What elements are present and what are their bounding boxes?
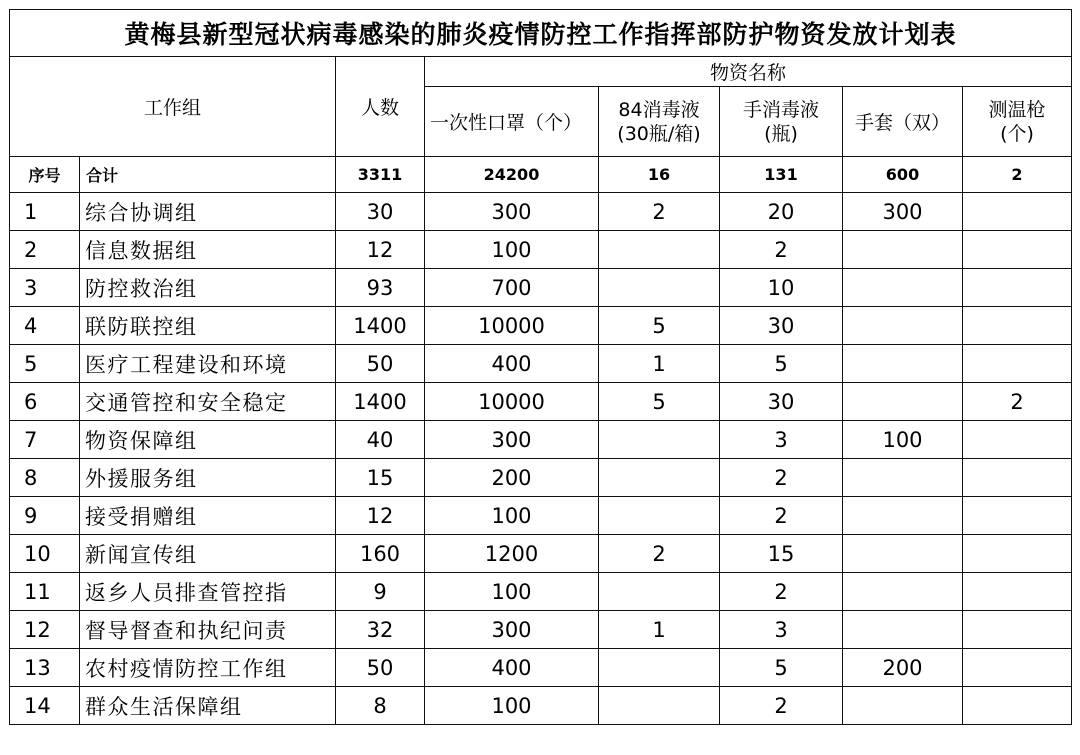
row-gloves	[843, 497, 963, 535]
row-mask: 400	[425, 345, 599, 383]
row-group-name: 返乡人员排查管控指	[80, 573, 336, 611]
distribution-plan-table	[9, 9, 1072, 725]
row-thermometer	[963, 611, 1072, 649]
row-disinfectant-84	[599, 573, 720, 611]
row-thermometer	[963, 193, 1072, 231]
row-group-name: 外援服务组	[80, 459, 336, 497]
row-people: 50	[336, 345, 425, 383]
header-hand-sanitizer-line1: 手消毒液	[742, 98, 819, 121]
row-people: 30	[336, 193, 425, 231]
row-gloves: 100	[843, 421, 963, 459]
row-people: 32	[336, 611, 425, 649]
row-mask: 300	[425, 193, 599, 231]
row-thermometer	[963, 421, 1072, 459]
row-disinfectant-84: 2	[599, 193, 720, 231]
row-seq: 3	[10, 269, 80, 307]
row-seq: 9	[10, 497, 80, 535]
total-thermometer: 2	[963, 157, 1072, 193]
row-gloves	[843, 535, 963, 573]
row-gloves	[843, 345, 963, 383]
row-thermometer	[963, 345, 1072, 383]
table-row	[10, 573, 1072, 611]
total-mask: 24200	[425, 157, 599, 193]
row-seq: 4	[10, 307, 80, 345]
row-thermometer	[963, 459, 1072, 497]
row-hand-sanitizer: 5	[720, 649, 843, 687]
row-gloves	[843, 383, 963, 421]
row-mask: 300	[425, 421, 599, 459]
row-disinfectant-84: 1	[599, 611, 720, 649]
header-people: 人数	[336, 57, 425, 157]
row-mask: 100	[425, 231, 599, 269]
row-group-name: 交通管控和安全稳定	[80, 383, 336, 421]
row-group-name: 新闻宣传组	[80, 535, 336, 573]
header-thermometer	[963, 87, 1072, 157]
header-disinfectant-84	[599, 87, 720, 157]
row-seq: 12	[10, 611, 80, 649]
row-people: 8	[336, 687, 425, 725]
row-group-name: 接受捐赠组	[80, 497, 336, 535]
row-disinfectant-84	[599, 459, 720, 497]
table-row	[10, 307, 1072, 345]
row-hand-sanitizer: 30	[720, 307, 843, 345]
row-group-name: 物资保障组	[80, 421, 336, 459]
row-hand-sanitizer: 2	[720, 231, 843, 269]
row-hand-sanitizer: 5	[720, 345, 843, 383]
header-thermometer-line2: (个)	[1000, 122, 1034, 145]
row-hand-sanitizer: 2	[720, 497, 843, 535]
row-disinfectant-84: 2	[599, 535, 720, 573]
row-disinfectant-84	[599, 687, 720, 725]
header-hand-sanitizer	[720, 87, 843, 157]
row-hand-sanitizer: 15	[720, 535, 843, 573]
table-row	[10, 459, 1072, 497]
total-label: 合计	[80, 157, 336, 193]
row-mask: 100	[425, 497, 599, 535]
row-gloves	[843, 687, 963, 725]
row-hand-sanitizer: 2	[720, 687, 843, 725]
row-thermometer	[963, 687, 1072, 725]
row-gloves	[843, 269, 963, 307]
row-thermometer	[963, 231, 1072, 269]
row-gloves	[843, 573, 963, 611]
row-disinfectant-84: 1	[599, 345, 720, 383]
row-seq: 8	[10, 459, 80, 497]
row-disinfectant-84	[599, 649, 720, 687]
row-disinfectant-84: 5	[599, 307, 720, 345]
table-row	[10, 269, 1072, 307]
row-mask: 300	[425, 611, 599, 649]
row-gloves	[843, 611, 963, 649]
row-gloves: 300	[843, 193, 963, 231]
header-hand-sanitizer-line2: (瓶)	[764, 122, 798, 145]
row-mask: 400	[425, 649, 599, 687]
row-group-name: 防控救治组	[80, 269, 336, 307]
row-thermometer	[963, 497, 1072, 535]
table-title: 黄梅县新型冠状病毒感染的肺炎疫情防控工作指挥部防护物资发放计划表	[10, 10, 1072, 57]
row-hand-sanitizer: 2	[720, 573, 843, 611]
row-disinfectant-84	[599, 269, 720, 307]
row-seq: 2	[10, 231, 80, 269]
row-group-name: 联防联控组	[80, 307, 336, 345]
row-people: 1400	[336, 307, 425, 345]
row-seq: 7	[10, 421, 80, 459]
row-people: 12	[336, 231, 425, 269]
row-mask: 10000	[425, 307, 599, 345]
row-people: 40	[336, 421, 425, 459]
row-mask: 200	[425, 459, 599, 497]
row-disinfectant-84	[599, 421, 720, 459]
table-row	[10, 497, 1072, 535]
header-gloves: 手套（双）	[843, 87, 963, 157]
row-hand-sanitizer: 10	[720, 269, 843, 307]
row-hand-sanitizer: 2	[720, 459, 843, 497]
total-gloves: 600	[843, 157, 963, 193]
header-materials: 物资名称	[425, 57, 1072, 87]
row-thermometer	[963, 307, 1072, 345]
row-thermometer	[963, 649, 1072, 687]
row-seq: 10	[10, 535, 80, 573]
row-gloves	[843, 459, 963, 497]
row-group-name: 综合协调组	[80, 193, 336, 231]
table-row	[10, 231, 1072, 269]
row-hand-sanitizer: 30	[720, 383, 843, 421]
row-gloves	[843, 307, 963, 345]
row-seq: 14	[10, 687, 80, 725]
header-mask: 一次性口罩（个）	[425, 87, 599, 157]
row-mask: 100	[425, 687, 599, 725]
row-disinfectant-84: 5	[599, 383, 720, 421]
row-thermometer	[963, 573, 1072, 611]
row-thermometer	[963, 269, 1072, 307]
row-people: 93	[336, 269, 425, 307]
header-disinfectant-84-line1: 84消毒液	[618, 98, 700, 121]
table-row	[10, 345, 1072, 383]
row-gloves	[843, 231, 963, 269]
row-thermometer	[963, 535, 1072, 573]
header-disinfectant-84-line2: (30瓶/箱)	[617, 122, 701, 145]
header-thermometer-line1: 测温枪	[988, 98, 1046, 121]
row-group-name: 农村疫情防控工作组	[80, 649, 336, 687]
row-seq: 5	[10, 345, 80, 383]
header-seq: 序号	[10, 157, 80, 193]
table-row	[10, 421, 1072, 459]
row-seq: 1	[10, 193, 80, 231]
row-people: 12	[336, 497, 425, 535]
row-disinfectant-84	[599, 497, 720, 535]
row-people: 9	[336, 573, 425, 611]
total-disinfectant-84: 16	[599, 157, 720, 193]
row-thermometer: 2	[963, 383, 1072, 421]
row-seq: 11	[10, 573, 80, 611]
row-hand-sanitizer: 20	[720, 193, 843, 231]
total-row	[10, 157, 1072, 193]
table-row	[10, 535, 1072, 573]
table-row	[10, 383, 1072, 421]
row-seq: 13	[10, 649, 80, 687]
row-hand-sanitizer: 3	[720, 611, 843, 649]
table-row	[10, 649, 1072, 687]
row-people: 50	[336, 649, 425, 687]
row-disinfectant-84	[599, 231, 720, 269]
row-gloves: 200	[843, 649, 963, 687]
row-group-name: 医疗工程建设和环境	[80, 345, 336, 383]
table-row	[10, 193, 1072, 231]
table-row	[10, 611, 1072, 649]
row-people: 1400	[336, 383, 425, 421]
row-group-name: 督导督查和执纪问责	[80, 611, 336, 649]
row-people: 160	[336, 535, 425, 573]
row-mask: 700	[425, 269, 599, 307]
header-work-group: 工作组	[10, 57, 336, 157]
row-group-name: 信息数据组	[80, 231, 336, 269]
row-mask: 10000	[425, 383, 599, 421]
row-people: 15	[336, 459, 425, 497]
table-row	[10, 687, 1072, 725]
total-hand-sanitizer: 131	[720, 157, 843, 193]
row-group-name: 群众生活保障组	[80, 687, 336, 725]
row-seq: 6	[10, 383, 80, 421]
row-mask: 100	[425, 573, 599, 611]
total-people: 3311	[336, 157, 425, 193]
row-mask: 1200	[425, 535, 599, 573]
row-hand-sanitizer: 3	[720, 421, 843, 459]
